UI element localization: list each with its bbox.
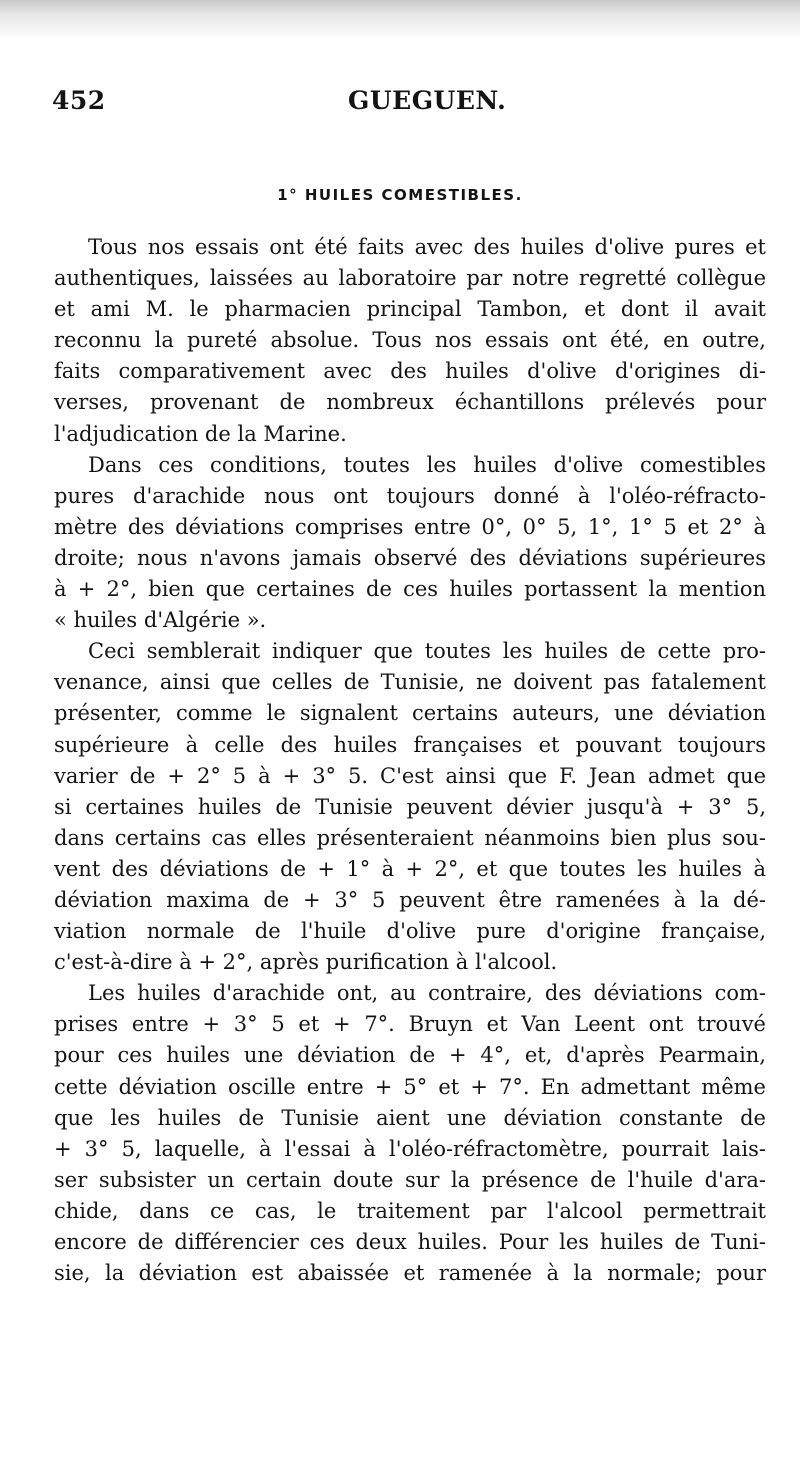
text-line: vent des déviations de + 1° à + 2°, et que toutes les huiles à [54,856,766,881]
page-top-edge-shadow [0,0,800,40]
text-line: si certaines huiles de Tunisie peuvent dévier jusqu'à + 3° 5, [54,794,766,819]
text-line: que les huiles de Tunisie aient une déviation constante de [54,1105,766,1130]
text-line: supérieure à celle des huiles françaises et pouvant toujours [54,732,766,757]
text-line: mètre des déviations comprises entre 0°, 0° 5, 1°, 1° 5 et 2° à [54,514,766,539]
text-line: pures d'arachide nous ont toujours donné à l'oléo-réfracto- [54,483,766,508]
text-line: verses, provenant de nombreux échantillons prélevés pour [54,390,766,415]
paragraph [54,450,766,637]
text-line: dans certains cas elles présenteraient néanmoins bien plus sou- [54,825,766,850]
text-line: faits comparativement avec des huiles d'olive d'origines di- [54,359,766,384]
text-line: droite; nous n'avons jamais observé des déviations supérieures [54,545,766,570]
section-heading: 1° HUILES COMESTIBLES. [277,186,523,204]
text-line: + 3° 5, laquelle, à l'essai à l'oléo-réfractomètre, pourrait lais- [54,1136,766,1161]
text-line: reconnu la pureté absolue. Tous nos essais ont été, en outre, [54,328,766,353]
text-line: viation normale de l'huile d'olive pure d'origine française, [54,919,766,944]
text-line: varier de + 2° 5 à + 3° 5. C'est ainsi que F. Jean admet que [54,763,766,788]
text-line: déviation maxima de + 3° 5 peuvent être ramenées à la dé- [54,887,766,912]
running-title: GUEGUEN. [348,86,507,115]
text-line: présenter, comme le signalent certains auteurs, une déviation [54,701,766,726]
paragraph [54,636,766,978]
text-line: pour ces huiles une déviation de + 4°, et, d'après Pearmain, [54,1043,766,1068]
text-line: ser subsister un certain doute sur la présence de l'huile d'ara- [54,1167,766,1192]
text-line: Tous nos essais ont été faits avec des huiles d'olive pures et [88,235,766,259]
text-line: Ceci semblerait indiquer que toutes les huiles de cette pro- [88,639,766,664]
text-line: c'est-à-dire à + 2°, après purification à l'alcool. [54,950,558,975]
text-line: cette déviation oscille entre + 5° et + 7°. En admettant même [54,1074,766,1099]
text-line: sie, la déviation est abaissée et ramenée à la normale; pour [54,1261,766,1286]
text-line: l'adjudication de la Marine. [54,421,347,446]
text-line: venance, ainsi que celles de Tunisie, ne doivent pas fatalement [54,670,766,695]
text-line: encore de différencier ces deux huiles. Pour les huiles de Tuni- [54,1230,766,1254]
text-line: Dans ces conditions, toutes les huiles d'olive comestibles [88,452,766,477]
text-line: chide, dans ce cas, le traitement par l'alcool permettrait [54,1198,766,1223]
text-line: et ami M. le pharmacien principal Tambon, et dont il avait [54,297,766,322]
text-line: prises entre + 3° 5 et + 7°. Bruyn et Van Leent ont trouvé [54,1012,766,1037]
running-header [52,86,758,126]
paragraph [54,978,766,1289]
text-line: authentiques, laissées au laboratoire par notre regretté collègue [54,266,766,291]
paragraph [54,232,766,450]
text-line: « huiles d'Algérie ». [54,608,267,633]
text-line: Les huiles d'arachide ont, au contraire, des déviations com- [88,981,766,1006]
body-text [54,232,766,1289]
page-number: 452 [52,86,106,115]
text-line: à + 2°, bien que certaines de ces huiles portassent la mention [54,577,766,602]
